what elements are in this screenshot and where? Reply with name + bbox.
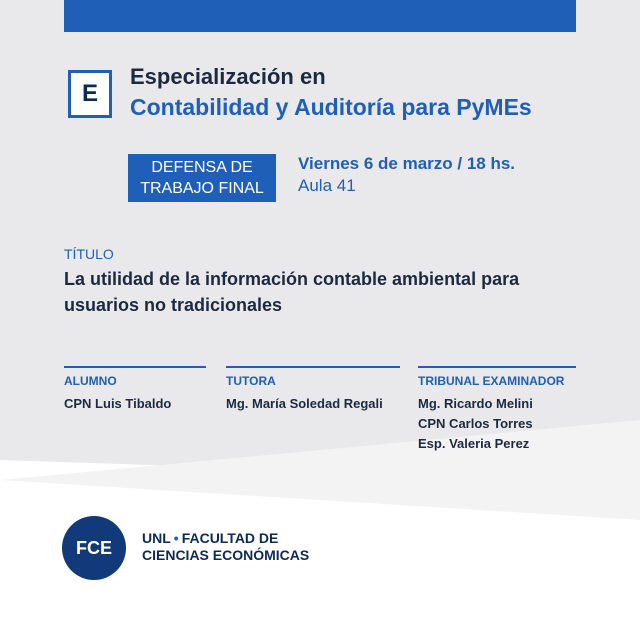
- unl-label: UNL: [142, 530, 171, 546]
- fce-logo: FCE: [62, 516, 126, 580]
- top-accent-bar: [64, 0, 576, 32]
- program-badge-icon: E: [68, 70, 112, 118]
- tutor-label: TUTORA: [226, 374, 276, 388]
- separator-dot: •: [173, 530, 179, 546]
- student-column: [64, 366, 206, 414]
- institution-line1: [142, 530, 278, 546]
- divider: [226, 366, 400, 368]
- institution-line2: CIENCIAS ECONÓMICAS: [142, 547, 310, 563]
- tribunal-member: Mg. Ricardo Melini: [418, 396, 533, 411]
- tutor-name: Mg. María Soledad Regali: [226, 396, 383, 411]
- tribunal-label: TRIBUNAL EXAMINADOR: [418, 374, 565, 388]
- program-title-line1: Especialización en: [130, 64, 326, 89]
- program-title-line2: Contabilidad y Auditoría para PyMEs: [130, 94, 532, 120]
- defense-label-line2: TRABAJO FINAL: [140, 180, 264, 197]
- defense-date: Viernes 6 de marzo / 18 hs.: [298, 154, 516, 173]
- divider: [64, 366, 206, 368]
- student-name: CPN Luis Tibaldo: [64, 396, 172, 411]
- defense-label-line1: DEFENSA DE: [151, 159, 253, 176]
- defense-label-box: [128, 154, 276, 202]
- thesis-title: La utilidad de la información contable ambiental para usuarios no tradicionales: [64, 269, 520, 315]
- faculty-label: FACULTAD DE: [181, 530, 279, 546]
- defense-room: Aula 41: [298, 176, 356, 195]
- student-label: ALUMNO: [64, 374, 117, 388]
- tutor-column: [226, 366, 400, 414]
- thesis-label: TÍTULO: [64, 246, 114, 262]
- tribunal-column: [418, 366, 576, 454]
- divider: [418, 366, 576, 368]
- tribunal-member: Esp. Valeria Perez: [418, 436, 530, 451]
- tribunal-member: CPN Carlos Torres: [418, 416, 533, 431]
